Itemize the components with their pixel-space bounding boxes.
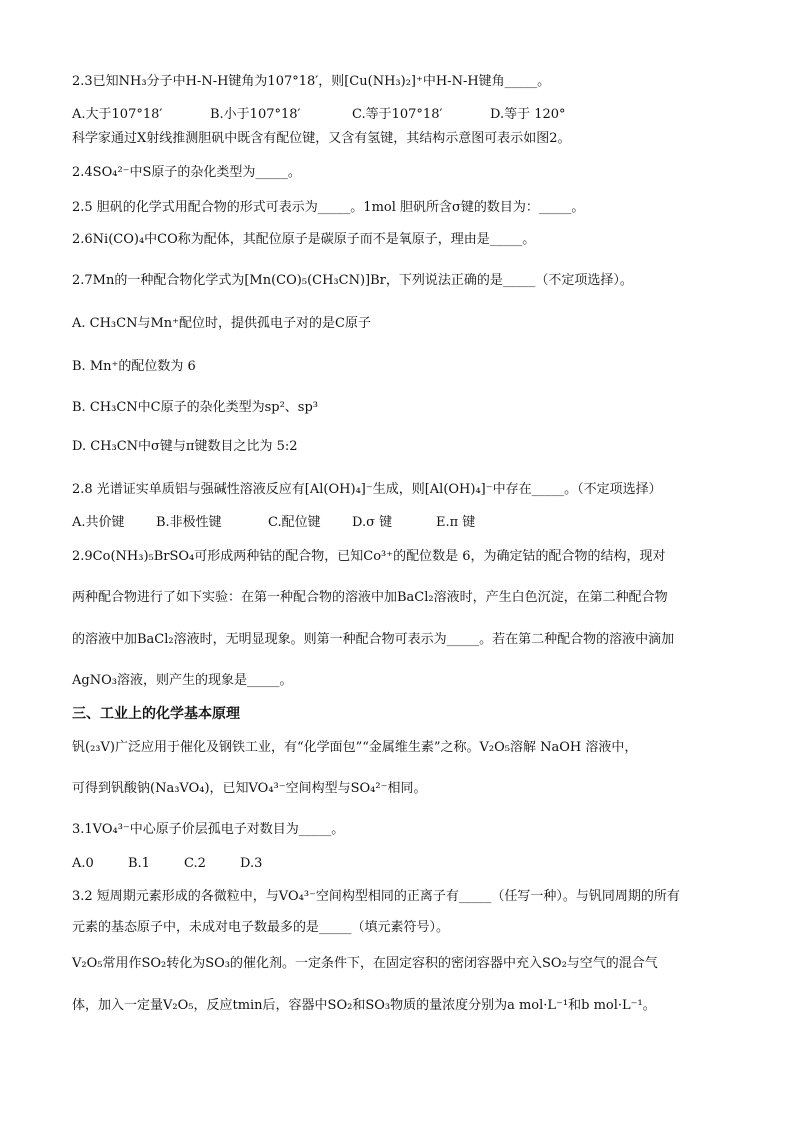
question-2-6: 2.6Ni(CO)₄中CO称为配体，其配位原子是碳原子而不是氧原子，理由是_____。 <box>72 232 536 247</box>
question-2-7-option-b: B. Mn⁺的配位数为 6 <box>72 359 196 374</box>
question-2-5: 2.5 胆矾的化学式用配合物的形式可表示为_____。1mol 胆矾所含σ键的数目为：_____。 <box>72 200 585 215</box>
option-b: B.非极性键 <box>156 515 222 530</box>
question-2-3-options <box>72 106 732 124</box>
intro-paragraph: 科学家通过X射线推测胆矾中既含有配位键，又含有氢键，其结构示意图可表示如图2。 <box>72 131 571 146</box>
question-2-9-line-2: 两种配合物进行了如下实验：在第一种配合物的溶液中加BaCl₂溶液时，产生白色沉淀，在第二种配合物 <box>72 590 668 605</box>
closing-paragraph-line-2: 体，加入一定量V₂O₅，反应tmin后，容器中SO₂和SO₃物质的量浓度分别为a mol·L⁻¹和b mol·L⁻¹。 <box>72 998 656 1013</box>
option-c: C.2 <box>184 856 206 871</box>
option-a: A.大于107°18′ <box>72 107 163 122</box>
question-3-1-stem: 3.1VO₄³⁻中心原子价层孤电子对数目为_____。 <box>72 822 345 837</box>
option-c: C.等于107°18′ <box>352 107 443 122</box>
question-2-9-line-4: AgNO₃溶液，则产生的现象是_____。 <box>72 673 293 688</box>
section-3-intro-line-2: 可得到钒酸钠(Na₃VO₄)，已知VO₄³⁻空间构型与SO₄²⁻相同。 <box>72 781 427 796</box>
question-2-8-options <box>72 514 732 532</box>
question-2-7-option-a: A. CH₃CN与Mn⁺配位时，提供孤电子对的是C原子 <box>72 316 371 331</box>
question-2-7-option-d: D. CH₃CN中σ键与π键数目之比为 5:2 <box>72 439 298 454</box>
closing-paragraph-line-1: V₂O₅常用作SO₂转化为SO₃的催化剂。一定条件下，在固定容积的密闭容器中充入SO₂与空气的混合气 <box>72 956 658 971</box>
question-3-1-options <box>72 855 732 873</box>
section-3-heading: 三、工业上的化学基本原理 <box>72 706 240 722</box>
question-2-8-stem: 2.8 光谱证实单质铝与强碱性溶液反应有[Al(OH)₄]⁻生成，则[Al(OH)₄]⁻中存在_____。（不定项选择） <box>72 482 662 497</box>
option-d: D.等于 120° <box>490 107 566 122</box>
question-3-2-line-2: 元素的基态原子中，未成对电子数最多的是_____（填元素符号）。 <box>72 920 450 935</box>
section-3-intro-line-1: 钒(₂₃V)广泛应用于催化及钢铁工业，有“化学面包”“金属维生素”之称。V₂O₅溶解 NaOH 溶液中， <box>72 740 638 755</box>
question-2-9-line-3: 的溶液中加BaCl₂溶液时，无明显现象。则第一种配合物可表示为_____。若在第二种配合物的溶液中滴加 <box>72 632 675 647</box>
option-e: E.π 键 <box>436 515 476 530</box>
option-c: C.配位键 <box>268 515 321 530</box>
question-2-9-line-1: 2.9Co(NH₃)₅BrSO₄可形成两种钴的配合物，已知Co³⁺的配位数是 6，为确定钴的配合物的结构，现对 <box>72 549 666 564</box>
option-d: D.3 <box>240 856 263 871</box>
option-d: D.σ 键 <box>352 515 393 530</box>
option-b: B.1 <box>128 856 150 871</box>
question-2-7-option-b2: B. CH₃CN中C原子的杂化类型为sp²、sp³ <box>72 400 318 415</box>
question-2-7-stem: 2.7Mn的一种配合物化学式为[Mn(CO)₅(CH₃CN)]Br，下列说法正确的是_____（不定项选择）。 <box>72 273 633 288</box>
question-3-2-line-1: 3.2 短周期元素形成的各微粒中，与VO₄³⁻空间构型相同的正离子有_____（任写一种）。与钒同周期的所有 <box>72 889 680 904</box>
question-2-4: 2.4SO₄²⁻中S原子的杂化类型为_____。 <box>72 165 301 180</box>
question-2-3-stem: 2.3已知NH₃分子中H-N-H键角为107°18′，则[Cu(NH₃)₂]⁺中H-N-H键角_____。 <box>72 74 551 89</box>
option-a: A.共价键 <box>72 515 125 530</box>
option-a: A.0 <box>72 856 94 871</box>
option-b: B.小于107°18′ <box>210 107 301 122</box>
